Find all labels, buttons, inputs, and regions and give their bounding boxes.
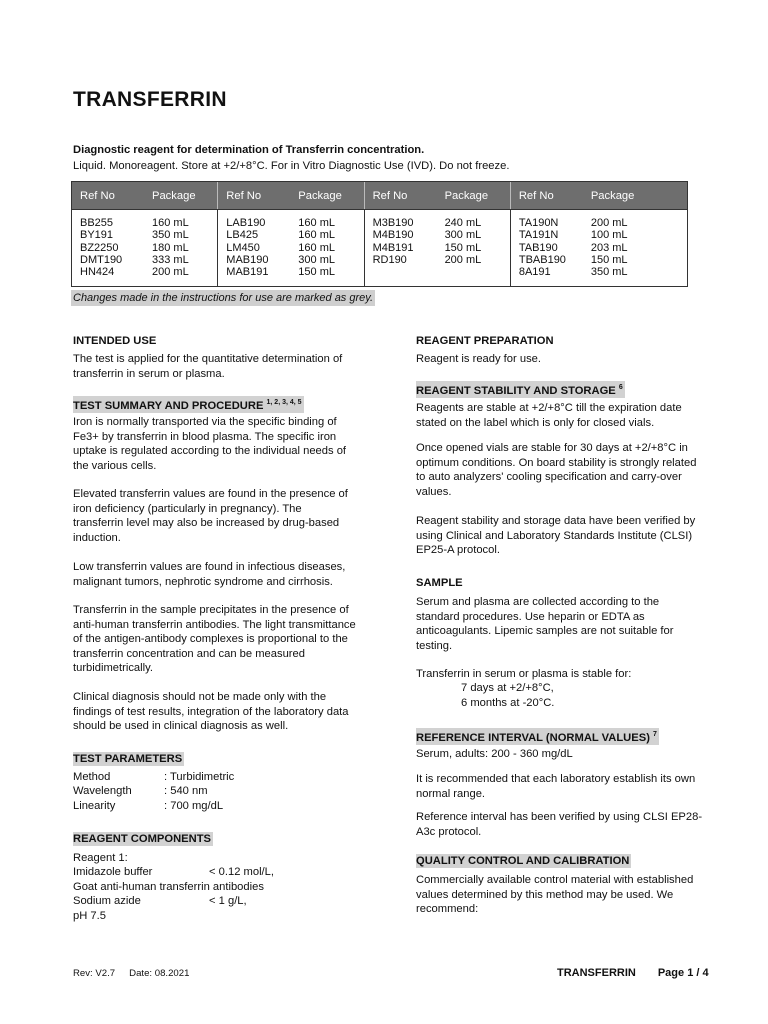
ref-cell: TA191N xyxy=(518,229,559,242)
text-line: standard procedures. Use heparin or EDTA as xyxy=(416,610,645,623)
package-cell: 150 mL xyxy=(590,253,628,266)
param-value: : Turbidimetric xyxy=(164,771,235,783)
text-line: turbidimetrically. xyxy=(73,662,153,675)
text-line: It is recommended that each laboratory establish its own xyxy=(416,773,696,785)
footer-revision xyxy=(73,968,203,979)
footer-page-info xyxy=(557,967,709,979)
ref-cell: TAB190 xyxy=(518,241,558,254)
reagent-preparation-heading: REAGENT PREPARATION xyxy=(416,335,554,347)
reference-interval-p3 xyxy=(416,810,714,839)
text-line: Reagent stability and storage data have been verified by xyxy=(416,515,696,527)
package-cell: 160 mL xyxy=(298,241,335,254)
text-line: induction. xyxy=(73,531,121,544)
reference-interval-heading xyxy=(416,728,659,745)
text-line: Clinical diagnosis should not be made only with the xyxy=(73,691,327,703)
package-cell: 160 mL xyxy=(152,217,189,229)
heading-text: REAGENT STABILITY AND STORAGE xyxy=(416,385,616,397)
stability-p2 xyxy=(416,441,714,499)
package-cell: 200 mL xyxy=(590,217,628,229)
test-summary-heading xyxy=(73,396,304,413)
test-summary-p5 xyxy=(73,690,369,734)
text-line: values determined by this method may be used. We xyxy=(416,888,674,901)
ref-cell: M3B190 xyxy=(372,217,414,229)
sample-p1 xyxy=(416,595,714,653)
ref-cell: DMT190 xyxy=(80,253,123,266)
component-name: Sodium azide xyxy=(73,895,141,907)
intro-line: Liquid. Monoreagent. Store at +2/+8°C. For in Vitro Diagnostic Use (IVD). Do not freeze. xyxy=(73,160,510,172)
text-line: Commercially available control material with established xyxy=(416,874,694,886)
param-value: : 700 mg/dL xyxy=(164,800,224,812)
package-cell: 160 mL xyxy=(298,217,335,229)
text-line: testing. xyxy=(416,639,453,652)
param-key: Linearity xyxy=(73,800,116,812)
text-line: EP25-A protocol. xyxy=(416,544,500,557)
param-key: Method xyxy=(73,771,111,783)
component-row xyxy=(73,895,247,907)
package-cell: 350 mL xyxy=(590,266,628,279)
text-line: values. xyxy=(416,485,452,498)
header-ref-no: Ref No xyxy=(226,189,262,202)
header-package: Package xyxy=(444,189,489,202)
reagent-label: Reagent 1: xyxy=(73,852,128,864)
package-cell: 203 mL xyxy=(590,241,628,254)
package-cell: 300 mL xyxy=(444,229,482,242)
reagent-preparation-text: Reagent is ready for use. xyxy=(416,353,541,365)
ref-column xyxy=(511,210,584,287)
ref-cell: MAB191 xyxy=(226,266,269,279)
text-line: A3c protocol. xyxy=(416,825,482,838)
text-line: anticoagulants. Lipemic samples are not suitable for xyxy=(416,625,674,638)
text-line: iron deficiency (particularly in pregnancy). The xyxy=(73,502,302,515)
test-parameters-heading: TEST PARAMETERS xyxy=(73,753,183,765)
header-ref-no: Ref No xyxy=(518,189,554,202)
intended-use-heading: INTENDED USE xyxy=(73,335,157,347)
param-row xyxy=(73,771,234,783)
package-cell: 240 mL xyxy=(444,217,482,229)
ref-cell: LB425 xyxy=(226,229,259,242)
ph-value: pH 7.5 xyxy=(73,910,106,922)
text-line: uptake is regulated according to the individual needs of xyxy=(73,445,347,458)
package-cell: 160 mL xyxy=(298,229,335,242)
text-line: anti-human transferrin antibodies. The light transmittance xyxy=(73,618,356,631)
document-title: TRANSFERRIN xyxy=(73,88,227,111)
package-cell: 300 mL xyxy=(298,253,335,266)
sample-stability-line: 6 months at -20°C. xyxy=(461,697,555,709)
text-line: recommend: xyxy=(416,903,479,916)
citation-refs: 7 xyxy=(653,731,657,738)
ref-cell: M4B191 xyxy=(372,241,414,254)
test-summary-p4 xyxy=(73,603,369,676)
stability-p3 xyxy=(416,514,714,558)
component-row xyxy=(73,881,264,893)
text-line: Fe3+ by transferrin in blood plasma. The specific iron xyxy=(73,430,337,443)
ref-column xyxy=(218,210,291,287)
header-package: Package xyxy=(298,189,342,202)
intended-use-text xyxy=(73,352,369,382)
document-subtitle: Diagnostic reagent for determination of Transferrin concentration. xyxy=(73,144,425,156)
ref-cell: BB255 xyxy=(80,217,114,229)
header-package: Package xyxy=(590,189,635,202)
param-row xyxy=(73,785,208,797)
heading-text: TEST SUMMARY AND PROCEDURE xyxy=(73,400,264,412)
package-cell: 333 mL xyxy=(152,253,189,266)
text-line: malignant tumors, nephrotic syndrome and cirrhosis. xyxy=(73,575,333,588)
ref-cell: M4B190 xyxy=(372,229,414,242)
ref-package-table xyxy=(71,181,688,287)
ref-table-header xyxy=(72,182,687,210)
footer-product: TRANSFERRIN xyxy=(557,967,636,979)
ref-cell: TBAB190 xyxy=(518,253,566,266)
test-summary-p2 xyxy=(73,487,369,545)
sample-p2: Transferrin in serum or plasma is stable for: xyxy=(416,668,632,680)
package-column xyxy=(438,210,510,287)
text-line: Elevated transferrin values are found in the presence of xyxy=(73,488,348,500)
text-line: Once opened vials are stable for 30 days at +2/+8°C in xyxy=(416,442,688,454)
ref-cell: LAB190 xyxy=(226,217,266,229)
revision-date: Date: 08.2021 xyxy=(129,968,190,979)
ref-cell: LM450 xyxy=(226,241,260,254)
text-line: using Clinical and Laboratory Standards Institute (CLSI) xyxy=(416,529,693,542)
component-value: < 0.12 mol/L, xyxy=(209,866,274,878)
component-value: < 1 g/L, xyxy=(209,895,247,907)
text-line: optimum conditions. On board stability is strongly related xyxy=(416,456,697,469)
text-line: Reference interval has been verified by using CLSI EP28- xyxy=(416,811,703,823)
param-row xyxy=(73,800,223,812)
component-name: Goat anti-human transferrin antibodies xyxy=(73,881,264,893)
text-line: Transferrin in the sample precipitates in the presence of xyxy=(73,604,349,616)
component-row xyxy=(73,866,274,878)
component-name: Imidazole buffer xyxy=(73,866,153,878)
text-line: should be used in clinical diagnosis as well. xyxy=(73,720,289,733)
citation-refs: 6 xyxy=(618,384,623,391)
changes-note: Changes made in the instructions for use are marked as grey. xyxy=(73,292,374,304)
test-summary-p1 xyxy=(73,415,369,473)
quality-control-heading: QUALITY CONTROL AND CALIBRATION xyxy=(416,855,630,867)
quality-control-p1 xyxy=(416,873,714,917)
reference-interval-p1: Serum, adults: 200 - 360 mg/dL xyxy=(416,748,573,760)
sample-stability-line: 7 days at +2/+8°C, xyxy=(461,682,554,694)
package-cell: 100 mL xyxy=(590,229,628,242)
package-cell: 350 mL xyxy=(152,229,189,242)
page-number: Page 1 / 4 xyxy=(657,967,709,979)
package-column xyxy=(145,210,217,287)
ref-cell: TA190N xyxy=(518,217,559,229)
ref-cell: BZ2250 xyxy=(80,241,119,254)
revision: Rev: V2.7 xyxy=(73,968,116,979)
header-ref-no: Ref No xyxy=(372,189,408,202)
ref-cell: HN424 xyxy=(80,266,115,279)
package-column xyxy=(584,210,687,287)
test-summary-p3 xyxy=(73,560,369,589)
reference-interval-p2 xyxy=(416,772,714,801)
text-line: Reagents are stable at +2/+8°C till the expiration date xyxy=(416,402,682,414)
text-line: transferrin level may also be increased by drug-based xyxy=(73,517,340,530)
text-line: findings of test results, integration of the laboratory data xyxy=(73,705,349,718)
ref-column xyxy=(72,210,145,287)
text-line: stated on the label which is only for closed vials. xyxy=(416,416,655,429)
package-cell: 200 mL xyxy=(152,266,189,279)
ref-cell: 8A191 xyxy=(518,266,551,279)
stability-p1 xyxy=(416,401,714,430)
package-cell: 180 mL xyxy=(152,241,189,254)
stability-heading xyxy=(416,381,625,398)
text-line: to auto analyzers' cooling specification and carry-over xyxy=(416,471,682,484)
sample-heading: SAMPLE xyxy=(416,577,463,589)
package-cell: 150 mL xyxy=(298,266,335,279)
ref-table-body xyxy=(72,210,687,287)
ref-cell: RD190 xyxy=(372,253,407,266)
text-line: transferrin concentration and can be measured xyxy=(73,647,305,660)
ref-cell: MAB190 xyxy=(226,253,269,266)
package-cell: 200 mL xyxy=(444,253,482,266)
text-line: transferrin in serum or plasma. xyxy=(73,368,225,380)
text-line: normal range. xyxy=(416,787,486,800)
package-column xyxy=(291,210,363,287)
param-value: : 540 nm xyxy=(164,785,208,797)
citation-refs: 1, 2, 3, 4, 5 xyxy=(266,399,302,406)
text-line: Low transferrin values are found in infectious diseases, xyxy=(73,561,346,573)
reagent-components-heading: REAGENT COMPONENTS xyxy=(73,833,211,845)
ref-column xyxy=(365,210,438,287)
text-line: of the antigen-antibody complexes is proportional to the xyxy=(73,633,348,646)
text-line: The test is applied for the quantitative determination of xyxy=(73,353,343,365)
header-package: Package xyxy=(152,189,196,202)
package-cell: 150 mL xyxy=(444,241,482,254)
text-line: Iron is normally transported via the specific binding of xyxy=(73,416,337,428)
heading-text: REFERENCE INTERVAL (NORMAL VALUES) xyxy=(416,732,650,744)
header-ref-no: Ref No xyxy=(80,189,115,202)
text-line: the various cells. xyxy=(73,459,157,472)
ref-cell: BY191 xyxy=(80,229,114,242)
text-line: Serum and plasma are collected according to the xyxy=(416,596,660,608)
param-key: Wavelength xyxy=(73,785,132,797)
